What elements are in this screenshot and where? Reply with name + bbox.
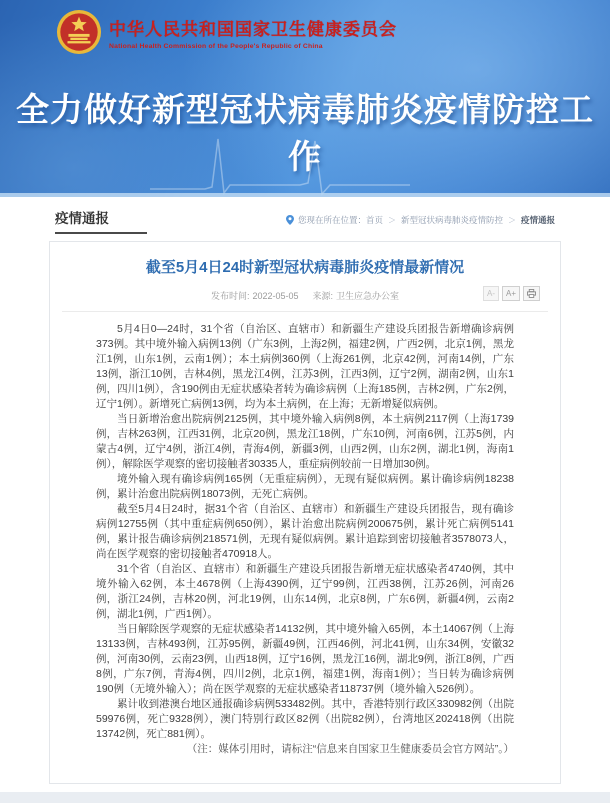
nav-row: [0, 197, 610, 234]
breadcrumb-current: 疫情通报: [520, 215, 555, 225]
article-paragraph: 累计收到港澳台地区通报确诊病例533482例。其中，香港特别行政区330982例（出院59976例，死亡9328例），澳门特别行政区82例（出院82例），台湾地区202418例（出院13742例，死亡881例）。: [96, 698, 514, 740]
source-label: 来源:: [312, 291, 334, 301]
source-value: 卫生应急办公室: [336, 291, 400, 301]
section-title-epidemic-bulletin: 疫情通报: [55, 207, 147, 234]
location-pin-icon: [286, 215, 294, 225]
font-increase-button[interactable]: A+: [502, 286, 520, 301]
publish-time-value: 2022-05-05: [252, 291, 299, 301]
site-logo[interactable]: [56, 9, 397, 55]
site-title: 中华人民共和国国家卫生健康委员会: [109, 19, 397, 39]
article-body: [50, 312, 560, 757]
page-footer-strip: [0, 792, 610, 803]
breadcrumb-prefix: 您现在所在位置：: [297, 215, 366, 225]
print-button[interactable]: [523, 286, 540, 301]
top-banner: [0, 0, 610, 197]
heartbeat-line-icon: [150, 137, 410, 197]
printer-icon: [527, 289, 536, 298]
article-paragraph: 31个省（自治区、直辖市）和新疆生产建设兵团报告新增无症状感染者4740例，其中境外输入62例，本土4678例（上海4390例，辽宁99例，江西38例，江苏26例，河南26例，浙江24例，吉林20例，河北19例，山东14例，北京8例，广东6例，新疆4例，云南2例，湖北1例，广西1例）。: [96, 563, 514, 620]
banner-divider: [0, 193, 610, 197]
article-paragraph: 截至5月4日24时，据31个省（自治区、直辖市）和新疆生产建设兵团报告，现有确诊病例12755例（其中重症病例650例），累计治愈出院病例200675例，累计死亡病例5141例，累计报告确诊病例218571例，无现有疑似病例。累计追踪到密切接触者3578073人，尚在医学观察的密切接触者470918人。: [96, 503, 514, 560]
article-meta: [62, 289, 548, 312]
site-subtitle: National Health Commission of the People's Republic of China: [109, 42, 323, 50]
national-emblem-icon: [56, 9, 102, 55]
article-paragraph: 当日解除医学观察的无症状感染者14132例，其中境外输入65例，本土14067例（上海13133例，吉林493例，江苏95例，新疆49例，江西46例，河北41例，山东34例，安徽32例，河南30例，云南23例，山西18例，辽宁16例，黑龙江16例，湖北9例，浙江8例，广西8例，广东7例，青海4例，四川2例，北京1例，福建1例，海南1例）；当日转为确诊病例190例（无境外输入）；尚在医学观察的无症状感染者118737例（境外输入526例）。: [96, 623, 514, 695]
article-paragraph: 境外输入现有确诊病例165例（无重症病例），无现有疑似病例。累计确诊病例18238例，累计治愈出院病例18073例，无死亡病例。: [96, 473, 514, 500]
article-paragraph: 5月4日0—24时，31个省（自治区、直辖市）和新疆生产建设兵团报告新增确诊病例373例。其中境外输入病例13例（广东3例，上海2例，福建2例，广西2例，北京1例，黑龙江1例，山东1例，云南1例）；本土病例360例（上海261例，北京42例，河南14例，广东13例，浙江10例，吉林4例，黑龙江4例，江苏3例，江西3例，辽宁2例，湖南2例，山东1例，四川1例），含190例由无症状感染者转为确诊病例（上海185例，吉林2例，广东2例，辽宁1例）。新增死亡病例13例，均为本土病例，在上海；无新增疑似病例。: [96, 323, 514, 410]
banner-slogan: 全力做好新型冠状病毒肺炎疫情防控工作: [16, 91, 594, 175]
article-title: 截至5月4日24时新型冠状病毒肺炎疫情最新情况: [145, 259, 465, 276]
citation-note: （注：媒体引用时，请标注“信息来自国家卫生健康委员会官方网站”。）: [186, 743, 514, 755]
publish-time-label: 发布时间:: [210, 291, 250, 301]
breadcrumb: [286, 214, 555, 234]
breadcrumb-separator: ＞: [507, 215, 516, 225]
breadcrumb-covid-section-link[interactable]: 新型冠状病毒肺炎疫情防控: [400, 215, 503, 225]
article-container: [49, 241, 561, 784]
breadcrumb-home-link[interactable]: 首页: [365, 215, 383, 225]
article-paragraph: 当日新增治愈出院病例2125例，其中境外输入病例8例，本土病例2117例（上海1739例，吉林263例，江西31例，北京20例，黑龙江18例，广东10例，河南6例，江苏5例，内蒙古4例，辽宁4例，浙江4例，青海4例，新疆3例，山西2例，山东2例，湖北1例，海南1例），解除医学观察的密切接触者30335人，重症病例较前一日增加30例。: [96, 413, 514, 470]
font-decrease-button[interactable]: A-: [483, 286, 499, 301]
article-toolbar: [483, 286, 540, 301]
breadcrumb-separator: ＞: [387, 215, 396, 225]
